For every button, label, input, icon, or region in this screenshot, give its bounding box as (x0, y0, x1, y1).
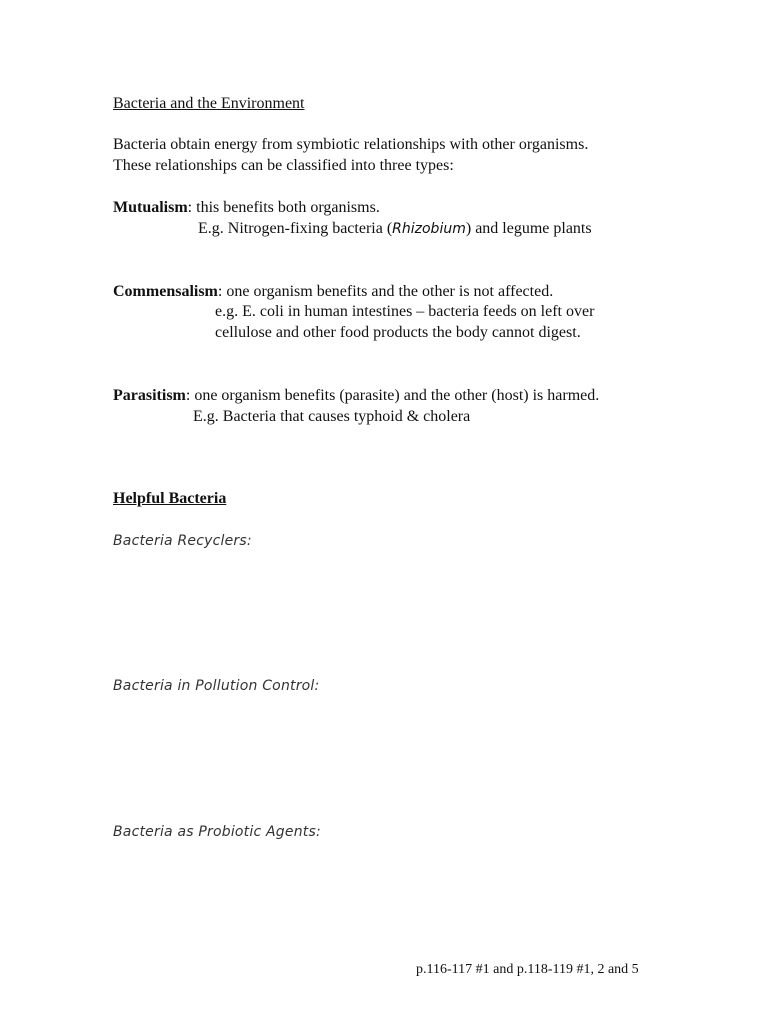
mutualism-example (198, 219, 592, 239)
commensalism-term: Commensalism (113, 283, 218, 300)
prompt-pollution-control: Bacteria in Pollution Control: (113, 678, 320, 694)
page-title: Bacteria and the Environment (113, 95, 305, 112)
helpful-bacteria-heading: Helpful Bacteria (113, 490, 227, 507)
commensalism-text: : one organism benefits and the other is not affected. (217, 283, 554, 300)
rhizobium-term: Rhizobium (392, 221, 466, 237)
intro-line-1: Bacteria obtain energy from symbiotic relationships with other organisms. (113, 136, 589, 153)
mutualism-definition (113, 198, 380, 218)
prompt-probiotic-agents: Bacteria as Probiotic Agents: (113, 824, 321, 840)
mutualism-text: : this benefits both organisms. (187, 199, 380, 216)
mutualism-term: Mutualism (113, 199, 188, 216)
parasitism-term: Parasitism (113, 387, 186, 404)
intro-line-2: These relationships can be classified into three types: (113, 157, 454, 174)
mutualism-example-prefix: E.g. Nitrogen-fixing bacteria ( (198, 220, 393, 237)
commensalism-definition (113, 282, 553, 302)
page-reference-footer: p.116-117 #1 and p.118-119 #1, 2 and 5 (416, 962, 639, 977)
parasitism-text: : one organism benefits (parasite) and the other (host) is harmed. (185, 387, 600, 404)
parasitism-example: E.g. Bacteria that causes typhoid & cholera (193, 408, 471, 425)
mutualism-example-suffix: ) and legume plants (465, 220, 592, 237)
commensalism-example-line-2: cellulose and other food products the body cannot digest. (215, 324, 581, 341)
prompt-recyclers: Bacteria Recyclers: (113, 533, 252, 549)
parasitism-definition (113, 386, 599, 406)
commensalism-example-line-1: e.g. E. coli in human intestines – bacteria feeds on left over (215, 303, 595, 320)
